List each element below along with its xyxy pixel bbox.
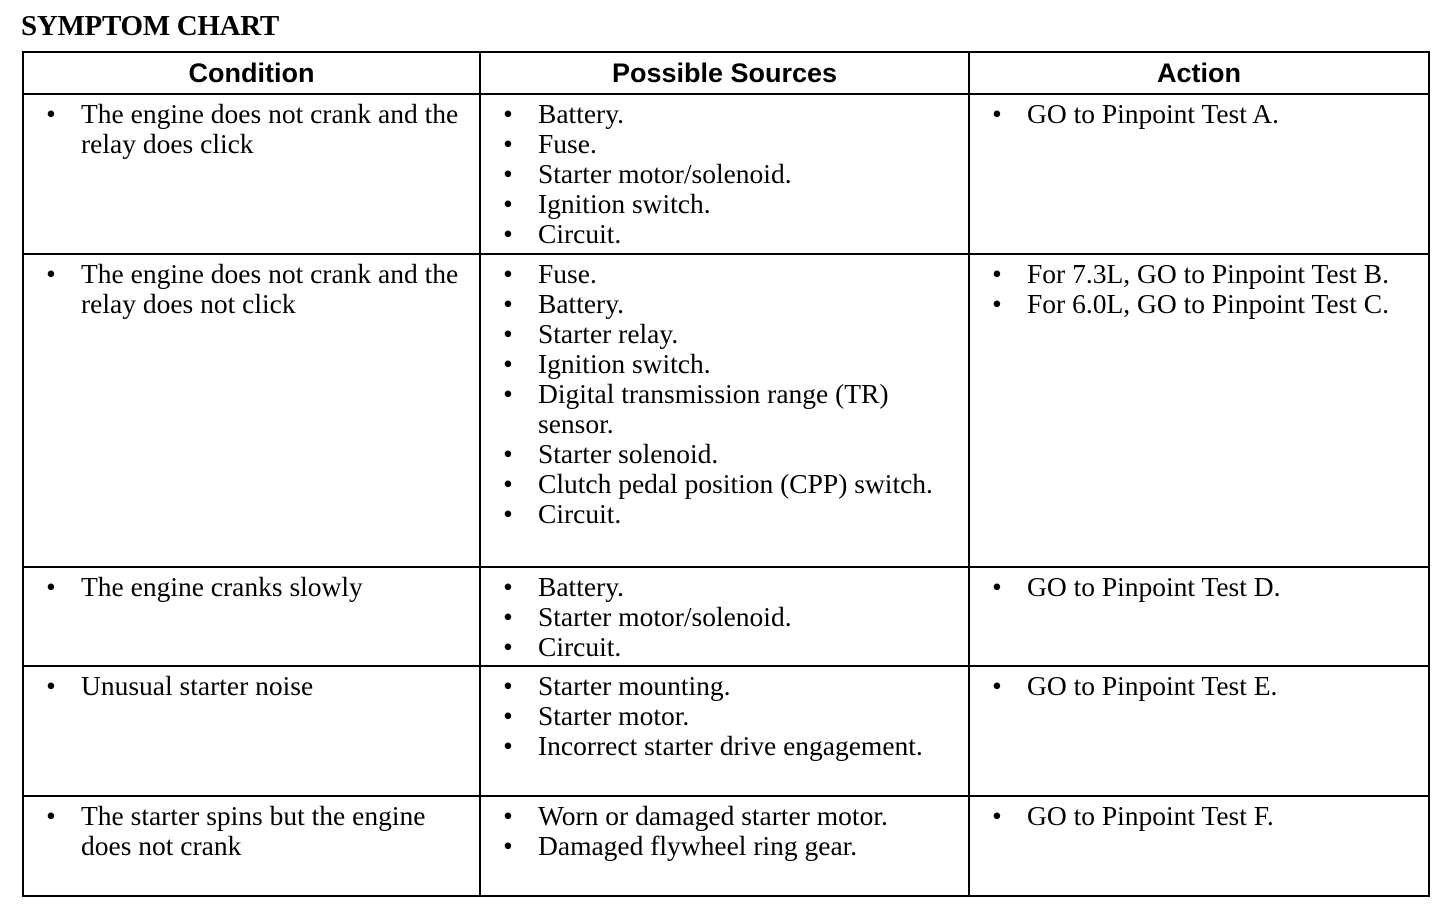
bullet-list <box>481 667 968 763</box>
bullet-icon: • <box>46 98 56 129</box>
bullet-list <box>481 255 968 531</box>
action-cell <box>969 94 1429 254</box>
bullet-icon: • <box>503 601 513 632</box>
list-item <box>493 99 962 129</box>
possible-sources-cell <box>480 94 969 254</box>
bullet-list <box>24 568 479 604</box>
list-item-text: Starter relay. <box>538 318 679 349</box>
bullet-list <box>970 95 1428 131</box>
list-item <box>493 189 962 219</box>
list-item <box>493 602 962 632</box>
possible-sources-cell <box>480 254 969 567</box>
list-item-text: The engine does not crank and the relay does not click <box>81 258 459 319</box>
list-item-text: Incorrect starter drive engagement. <box>538 730 923 761</box>
action-cell <box>969 254 1429 567</box>
list-item-text: GO to Pinpoint Test A. <box>1027 98 1279 129</box>
list-item <box>493 159 962 189</box>
bullet-list <box>970 797 1428 833</box>
table-header-row <box>23 52 1429 94</box>
list-item-text: For 7.3L, GO to Pinpoint Test B. <box>1027 258 1389 289</box>
list-item <box>982 801 1422 831</box>
list-item-text: Damaged flywheel ring gear. <box>538 830 858 861</box>
list-item-text: Starter mounting. <box>538 670 731 701</box>
bullet-icon: • <box>503 98 513 129</box>
list-item <box>36 572 473 602</box>
table-row <box>23 94 1429 254</box>
table-row <box>23 666 1429 796</box>
list-item-text: GO to Pinpoint Test F. <box>1027 800 1274 831</box>
list-item <box>493 349 962 379</box>
bullet-icon: • <box>503 318 513 349</box>
column-header-condition: Condition <box>23 52 480 94</box>
condition-cell <box>23 254 480 567</box>
list-item <box>982 289 1422 319</box>
list-item <box>493 499 962 529</box>
list-item <box>36 801 473 861</box>
list-item <box>493 701 962 731</box>
bullet-icon: • <box>992 288 1002 319</box>
action-cell <box>969 666 1429 796</box>
bullet-icon: • <box>503 468 513 499</box>
table-row <box>23 567 1429 666</box>
bullet-icon: • <box>503 258 513 289</box>
list-item <box>493 439 962 469</box>
bullet-icon: • <box>503 348 513 379</box>
list-item-text: Circuit. <box>538 218 622 249</box>
list-item <box>493 319 962 349</box>
table-row <box>23 796 1429 896</box>
bullet-list <box>481 797 968 863</box>
bullet-icon: • <box>992 258 1002 289</box>
bullet-list <box>481 568 968 664</box>
list-item-text: Ignition switch. <box>538 348 711 379</box>
list-item <box>493 469 962 499</box>
action-cell <box>969 567 1429 666</box>
bullet-list <box>24 667 479 703</box>
bullet-icon: • <box>503 631 513 662</box>
bullet-list <box>24 797 479 863</box>
list-item-text: GO to Pinpoint Test E. <box>1027 670 1278 701</box>
bullet-icon: • <box>503 700 513 731</box>
table-body <box>23 94 1429 896</box>
list-item-text: Battery. <box>538 288 625 319</box>
symptom-chart-table <box>22 51 1430 897</box>
bullet-list <box>481 95 968 251</box>
list-item <box>982 572 1422 602</box>
list-item-text: The starter spins but the engine does not crank <box>81 800 426 861</box>
bullet-list <box>970 568 1428 604</box>
list-item <box>493 129 962 159</box>
possible-sources-cell <box>480 567 969 666</box>
bullet-icon: • <box>503 498 513 529</box>
list-item-text: Circuit. <box>538 631 622 662</box>
list-item <box>982 99 1422 129</box>
list-item-text: Starter motor. <box>538 700 690 731</box>
bullet-icon: • <box>992 800 1002 831</box>
bullet-icon: • <box>503 218 513 249</box>
list-item <box>493 671 962 701</box>
bullet-icon: • <box>503 830 513 861</box>
list-item <box>493 219 962 249</box>
list-item-text: Starter motor/solenoid. <box>538 158 792 189</box>
bullet-icon: • <box>503 571 513 602</box>
condition-cell <box>23 796 480 896</box>
column-header-possible-sources: Possible Sources <box>480 52 969 94</box>
list-item <box>493 801 962 831</box>
bullet-icon: • <box>503 158 513 189</box>
list-item-text: Ignition switch. <box>538 188 711 219</box>
bullet-icon: • <box>503 670 513 701</box>
list-item <box>493 379 962 439</box>
bullet-icon: • <box>46 670 56 701</box>
possible-sources-cell <box>480 666 969 796</box>
list-item-text: Starter solenoid. <box>538 438 719 469</box>
list-item-text: Worn or damaged starter motor. <box>538 800 888 831</box>
condition-cell <box>23 94 480 254</box>
bullet-icon: • <box>503 438 513 469</box>
list-item-text: Unusual starter noise <box>81 670 314 701</box>
list-item <box>493 632 962 662</box>
table-row <box>23 254 1429 567</box>
condition-cell <box>23 567 480 666</box>
bullet-icon: • <box>46 800 56 831</box>
list-item-text: Starter motor/solenoid. <box>538 601 792 632</box>
list-item <box>982 259 1422 289</box>
list-item <box>493 831 962 861</box>
bullet-icon: • <box>992 98 1002 129</box>
list-item <box>36 671 473 701</box>
list-item <box>982 671 1422 701</box>
bullet-icon: • <box>503 378 513 409</box>
bullet-list <box>970 667 1428 703</box>
bullet-list <box>24 255 479 321</box>
bullet-icon: • <box>503 730 513 761</box>
list-item-text: Fuse. <box>538 258 597 289</box>
bullet-icon: • <box>503 800 513 831</box>
bullet-icon: • <box>992 571 1002 602</box>
condition-cell <box>23 666 480 796</box>
list-item-text: Clutch pedal position (CPP) switch. <box>538 468 933 499</box>
bullet-list <box>970 255 1428 321</box>
column-header-action: Action <box>969 52 1429 94</box>
bullet-icon: • <box>503 128 513 159</box>
possible-sources-cell <box>480 796 969 896</box>
list-item <box>36 259 473 319</box>
list-item-text: Digital transmission range (TR) sensor. <box>538 378 889 439</box>
bullet-list <box>24 95 479 161</box>
bullet-icon: • <box>992 670 1002 701</box>
list-item-text: Battery. <box>538 571 625 602</box>
action-cell <box>969 796 1429 896</box>
list-item-text: Circuit. <box>538 498 622 529</box>
list-item <box>493 259 962 289</box>
list-item-text: GO to Pinpoint Test D. <box>1027 571 1281 602</box>
list-item <box>36 99 473 159</box>
list-item <box>493 289 962 319</box>
bullet-icon: • <box>503 188 513 219</box>
bullet-icon: • <box>46 571 56 602</box>
list-item <box>493 731 962 761</box>
list-item <box>493 572 962 602</box>
list-item-text: The engine cranks slowly <box>81 571 363 602</box>
list-item-text: The engine does not crank and the relay does click <box>81 98 459 159</box>
bullet-icon: • <box>46 258 56 289</box>
list-item-text: Fuse. <box>538 128 597 159</box>
page-title: SYMPTOM CHART <box>21 10 279 42</box>
list-item-text: Battery. <box>538 98 625 129</box>
list-item-text: For 6.0L, GO to Pinpoint Test C. <box>1027 288 1389 319</box>
bullet-icon: • <box>503 288 513 319</box>
